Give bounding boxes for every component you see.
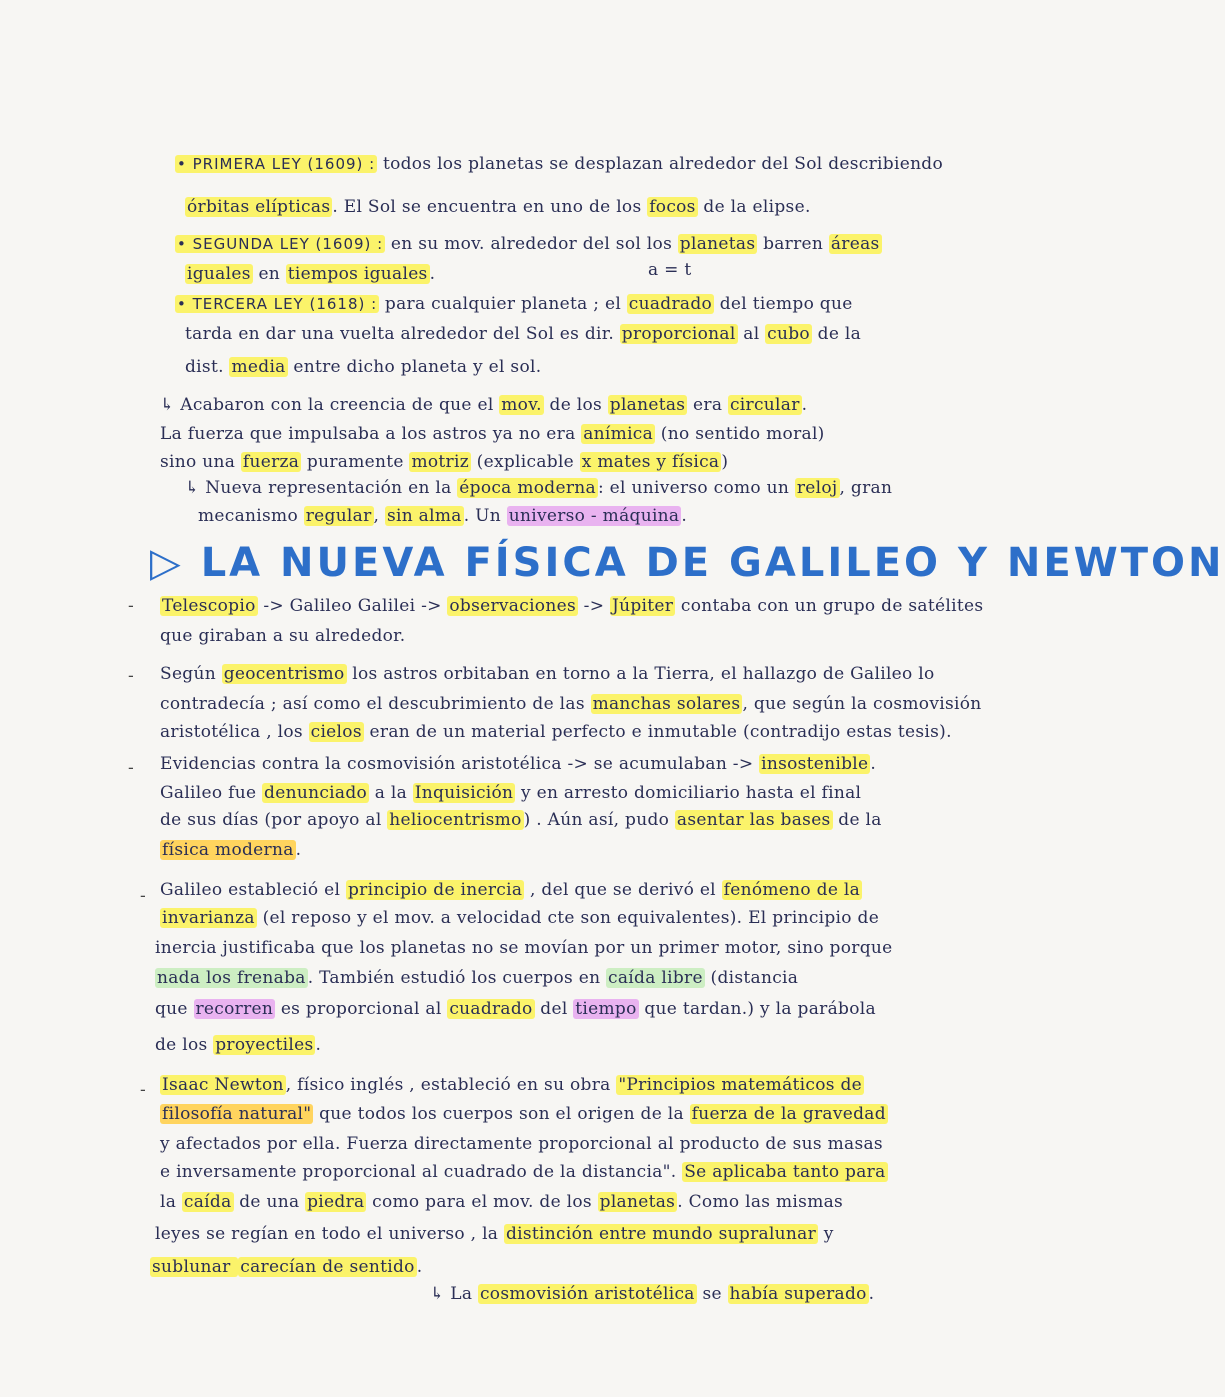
hl: insostenible — [761, 754, 869, 774]
text: de la — [832, 810, 882, 830]
text: de los — [543, 395, 608, 415]
text: , — [373, 506, 385, 526]
text: a la — [369, 783, 413, 803]
consequence-line-3 — [160, 450, 728, 474]
galileo-b4-line-3 — [155, 936, 893, 960]
hl: focos — [649, 197, 696, 217]
galileo-b2-line-3 — [160, 720, 952, 744]
hl: áreas — [830, 234, 880, 254]
text: Galileo estableció el — [160, 880, 346, 900]
hl: mov. — [501, 395, 542, 415]
hl: regular — [305, 506, 372, 526]
hl: proporcional — [621, 324, 736, 344]
text: ↳ Nueva representación en la — [185, 478, 458, 498]
galileo-b4-line-1 — [160, 878, 862, 902]
text: y — [818, 1224, 834, 1244]
text: Evidencias contra la cosmovisión aristotélica -> se acumulaban -> — [160, 754, 760, 774]
area-time-formula: a = t — [648, 260, 692, 280]
galileo-b4-line-2 — [160, 906, 879, 930]
text: inercia justificaba que los planetas no se movían — [155, 938, 595, 958]
text: eran de un material — [363, 722, 552, 742]
hl: denunciado — [264, 783, 368, 803]
hl: época moderna — [459, 478, 596, 498]
galileo-b3-line-1 — [160, 752, 876, 776]
text: aristotélica , los — [160, 722, 309, 742]
text: (no sentido moral) — [655, 424, 825, 444]
hl: universo - máquina — [508, 506, 680, 526]
hl: proyectiles — [215, 1035, 314, 1055]
text: leyes se regían en todo el universo , la — [155, 1224, 504, 1244]
consequence-line-1 — [160, 393, 807, 417]
hl: caída — [183, 1192, 232, 1212]
text: , del que se derivó el — [524, 880, 722, 900]
hl: heliocentrismo — [389, 810, 522, 830]
text: entre dicho planeta y el sol. — [287, 357, 542, 377]
hl: tiempos iguales — [287, 264, 428, 284]
text: del tiempo que — [714, 294, 853, 314]
galileo-b3-line-2 — [160, 781, 861, 805]
hl: fenómeno de la — [723, 880, 861, 900]
hl: física moderna — [162, 840, 294, 860]
hl: recorren — [195, 999, 274, 1019]
hl: sublunar — [152, 1257, 237, 1277]
newton-line-1 — [160, 1073, 864, 1097]
text: que — [155, 999, 194, 1019]
third-law-label: • TERCERA LEY (1618) : — [177, 295, 378, 313]
hl: reloj — [796, 478, 838, 498]
text: era — [687, 395, 728, 415]
text: ) — [721, 452, 729, 472]
newton-line-3: y afectados por ella. Fuerza directamente proporcional al producto de sus masas — [160, 1134, 883, 1154]
hl: cuadrado — [449, 999, 533, 1019]
text: es — [275, 999, 306, 1019]
kepler-law-2-line-2 — [185, 262, 435, 286]
text: . — [416, 1257, 423, 1277]
text: dist. — [185, 357, 230, 377]
hl: planetas — [679, 234, 756, 254]
hl: nada los frenaba — [157, 968, 306, 988]
text: al — [419, 999, 448, 1019]
hl: planetas — [599, 1192, 676, 1212]
text: , gran — [839, 478, 893, 498]
hl: Se aplicaba tanto para — [684, 1162, 886, 1182]
newton-line-4 — [160, 1160, 888, 1184]
text: se — [696, 1284, 728, 1304]
hl: carecían de sentido — [240, 1257, 415, 1277]
text: . También estudió los cuerpos en — [307, 968, 607, 988]
text: al — [737, 324, 766, 344]
kepler-law-3-line-1 — [175, 292, 853, 316]
text: los astros orbitaban en torno a la Tierra, el hallazgo de Galileo lo — [346, 664, 935, 684]
hl: anímica — [583, 424, 654, 444]
kepler-law-1-line-1 — [175, 152, 943, 176]
hl: cuadrado — [628, 294, 713, 314]
galileo-b4-line-5 — [155, 997, 876, 1021]
bullet-dash: - — [128, 758, 134, 778]
text: de la — [811, 324, 862, 344]
text: de sus días (por apoyo al — [160, 810, 388, 830]
hl: planetas — [609, 395, 686, 415]
text: . — [315, 1035, 322, 1055]
text: (distancia — [704, 968, 799, 988]
bullet-dash: - — [128, 666, 134, 686]
text: (el reposo y el mov. a velocidad cte son equivalentes). El principio de — [256, 908, 880, 928]
hl: órbitas elípticas — [187, 197, 331, 217]
text: . — [870, 754, 877, 774]
bullet-dash: - — [140, 886, 146, 906]
text: . — [868, 1284, 875, 1304]
consequence-line-2 — [160, 422, 825, 446]
text: sino una — [160, 452, 241, 472]
kepler-law-3-line-3 — [185, 355, 541, 379]
text: en — [252, 264, 286, 284]
text: . El Sol se encuentra en uno de los — [332, 197, 648, 217]
hl: media — [231, 357, 286, 377]
text: que todos los cuerpos son el origen de la — [313, 1104, 690, 1124]
hl: cubo — [767, 324, 810, 344]
text: e inversamente proporcional al cuadrado de la distancia". — [160, 1162, 683, 1182]
section-title: ▷ LA NUEVA FÍSICA DE GALILEO Y NEWTON — [150, 540, 1225, 586]
hl: observaciones — [449, 596, 576, 616]
text: barren — [757, 234, 829, 254]
hl: iguales — [187, 264, 251, 284]
kepler-law-1-line-2 — [185, 195, 811, 219]
hl: caída libre — [608, 968, 703, 988]
hl: Inquisición — [414, 783, 514, 803]
text: , físico inglés , estableció en su obra — [285, 1075, 617, 1095]
newton-line-7 — [150, 1255, 422, 1279]
text: . Como las mismas — [677, 1192, 844, 1212]
text: (explicable — [470, 452, 580, 472]
text: la — [160, 1192, 182, 1212]
galileo-b4-line-4 — [155, 966, 798, 990]
newton-line-6 — [155, 1222, 834, 1246]
hl: invarianza — [162, 908, 255, 928]
text: La fuerza que impulsaba a los astros ya no era — [160, 424, 582, 444]
text: mecanismo — [198, 506, 304, 526]
text: . — [801, 395, 808, 415]
kepler-law-3-line-2 — [185, 322, 861, 346]
hl: había superado — [729, 1284, 867, 1304]
galileo-b2-line-1 — [160, 662, 935, 686]
kepler-law-2-line-1 — [175, 232, 882, 256]
first-law-label: • PRIMERA LEY (1609) : — [177, 155, 376, 173]
text: de una — [233, 1192, 306, 1212]
consequence-line-5 — [198, 504, 687, 528]
text: perfecto e inmutable — [551, 722, 738, 742]
consequence-line-4 — [185, 476, 892, 500]
newton-line-5 — [160, 1190, 843, 1214]
text: contradecía ; así como el descubrimiento de las — [160, 694, 591, 714]
galileo-b2-line-2 — [160, 692, 982, 716]
galileo-b4-line-6 — [155, 1033, 321, 1057]
hl: manchas solares — [592, 694, 741, 714]
text: . — [295, 840, 302, 860]
text: proporcional — [305, 999, 420, 1019]
bullet-dash: - — [128, 596, 134, 616]
hl: circular — [729, 395, 800, 415]
text: de los — [155, 1035, 214, 1055]
text: . — [429, 264, 436, 284]
hl: distinción entre mundo supralunar — [505, 1224, 817, 1244]
hl: tiempo — [575, 999, 637, 1019]
hl: asentar las bases — [676, 810, 831, 830]
text: : el universo como un — [597, 478, 795, 498]
text: ↳ La — [430, 1284, 478, 1304]
text: contaba con un grupo de satélites — [675, 596, 984, 616]
text: en su mov. alrededor del sol los — [385, 234, 678, 254]
text: todos los planetas se desplazan alrededor del Sol describiendo — [377, 154, 944, 174]
text: de la elipse. — [697, 197, 811, 217]
hl: geocentrismo — [223, 664, 345, 684]
text: Galileo fue — [160, 783, 263, 803]
text: por un primer motor — [594, 938, 776, 958]
text: -> Galileo Galilei -> — [257, 596, 448, 616]
text: -> — [577, 596, 610, 616]
hl: sin alma — [386, 506, 462, 526]
text: , que según la cosmovisión — [742, 694, 982, 714]
galileo-b1-line-2: que giraban a su alrededor. — [160, 626, 406, 646]
hl: principio de inercia — [347, 880, 523, 900]
text: Según — [160, 664, 222, 684]
galileo-b1-line-1 — [160, 594, 983, 618]
text: . — [681, 506, 688, 526]
galileo-b3-line-4 — [160, 838, 301, 862]
galileo-b3-line-3 — [160, 808, 882, 832]
text: como para el mov. de los — [366, 1192, 598, 1212]
hl: Isaac Newton — [162, 1075, 284, 1095]
text: tarda en dar una vuelta alrededor del Sol es dir. — [185, 324, 620, 344]
hl: filosofía natural" — [162, 1104, 312, 1124]
text: y en arresto domiciliario hasta el final — [515, 783, 862, 803]
hl: x mates y física — [581, 452, 720, 472]
text: del — [534, 999, 574, 1019]
hl: motriz — [411, 452, 469, 472]
hl: Telescopio — [162, 596, 256, 616]
text: , sino porque — [775, 938, 893, 958]
hl: cielos — [310, 722, 362, 742]
text: para cualquier planeta ; el — [379, 294, 627, 314]
newton-line-2 — [160, 1102, 888, 1126]
hl: piedra — [307, 1192, 365, 1212]
text: . Un — [463, 506, 507, 526]
text: ) . Aún así, pudo — [523, 810, 675, 830]
hl: Júpiter — [611, 596, 674, 616]
hl: cosmovisión aristotélica — [479, 1284, 695, 1304]
text: (contradijo estas tesis). — [737, 722, 952, 742]
second-law-label: • SEGUNDA LEY (1609) : — [177, 235, 384, 253]
bullet-dash: - — [140, 1080, 146, 1100]
hl: fuerza de la gravedad — [691, 1104, 886, 1124]
text: ↳ Acabaron con la creencia de que el — [160, 395, 500, 415]
text: puramente — [301, 452, 410, 472]
newton-conclusion — [430, 1282, 874, 1306]
hl: fuerza — [242, 452, 300, 472]
hl: "Principios matemáticos de — [618, 1075, 863, 1095]
text: que tardan.) y la parábola — [638, 999, 876, 1019]
